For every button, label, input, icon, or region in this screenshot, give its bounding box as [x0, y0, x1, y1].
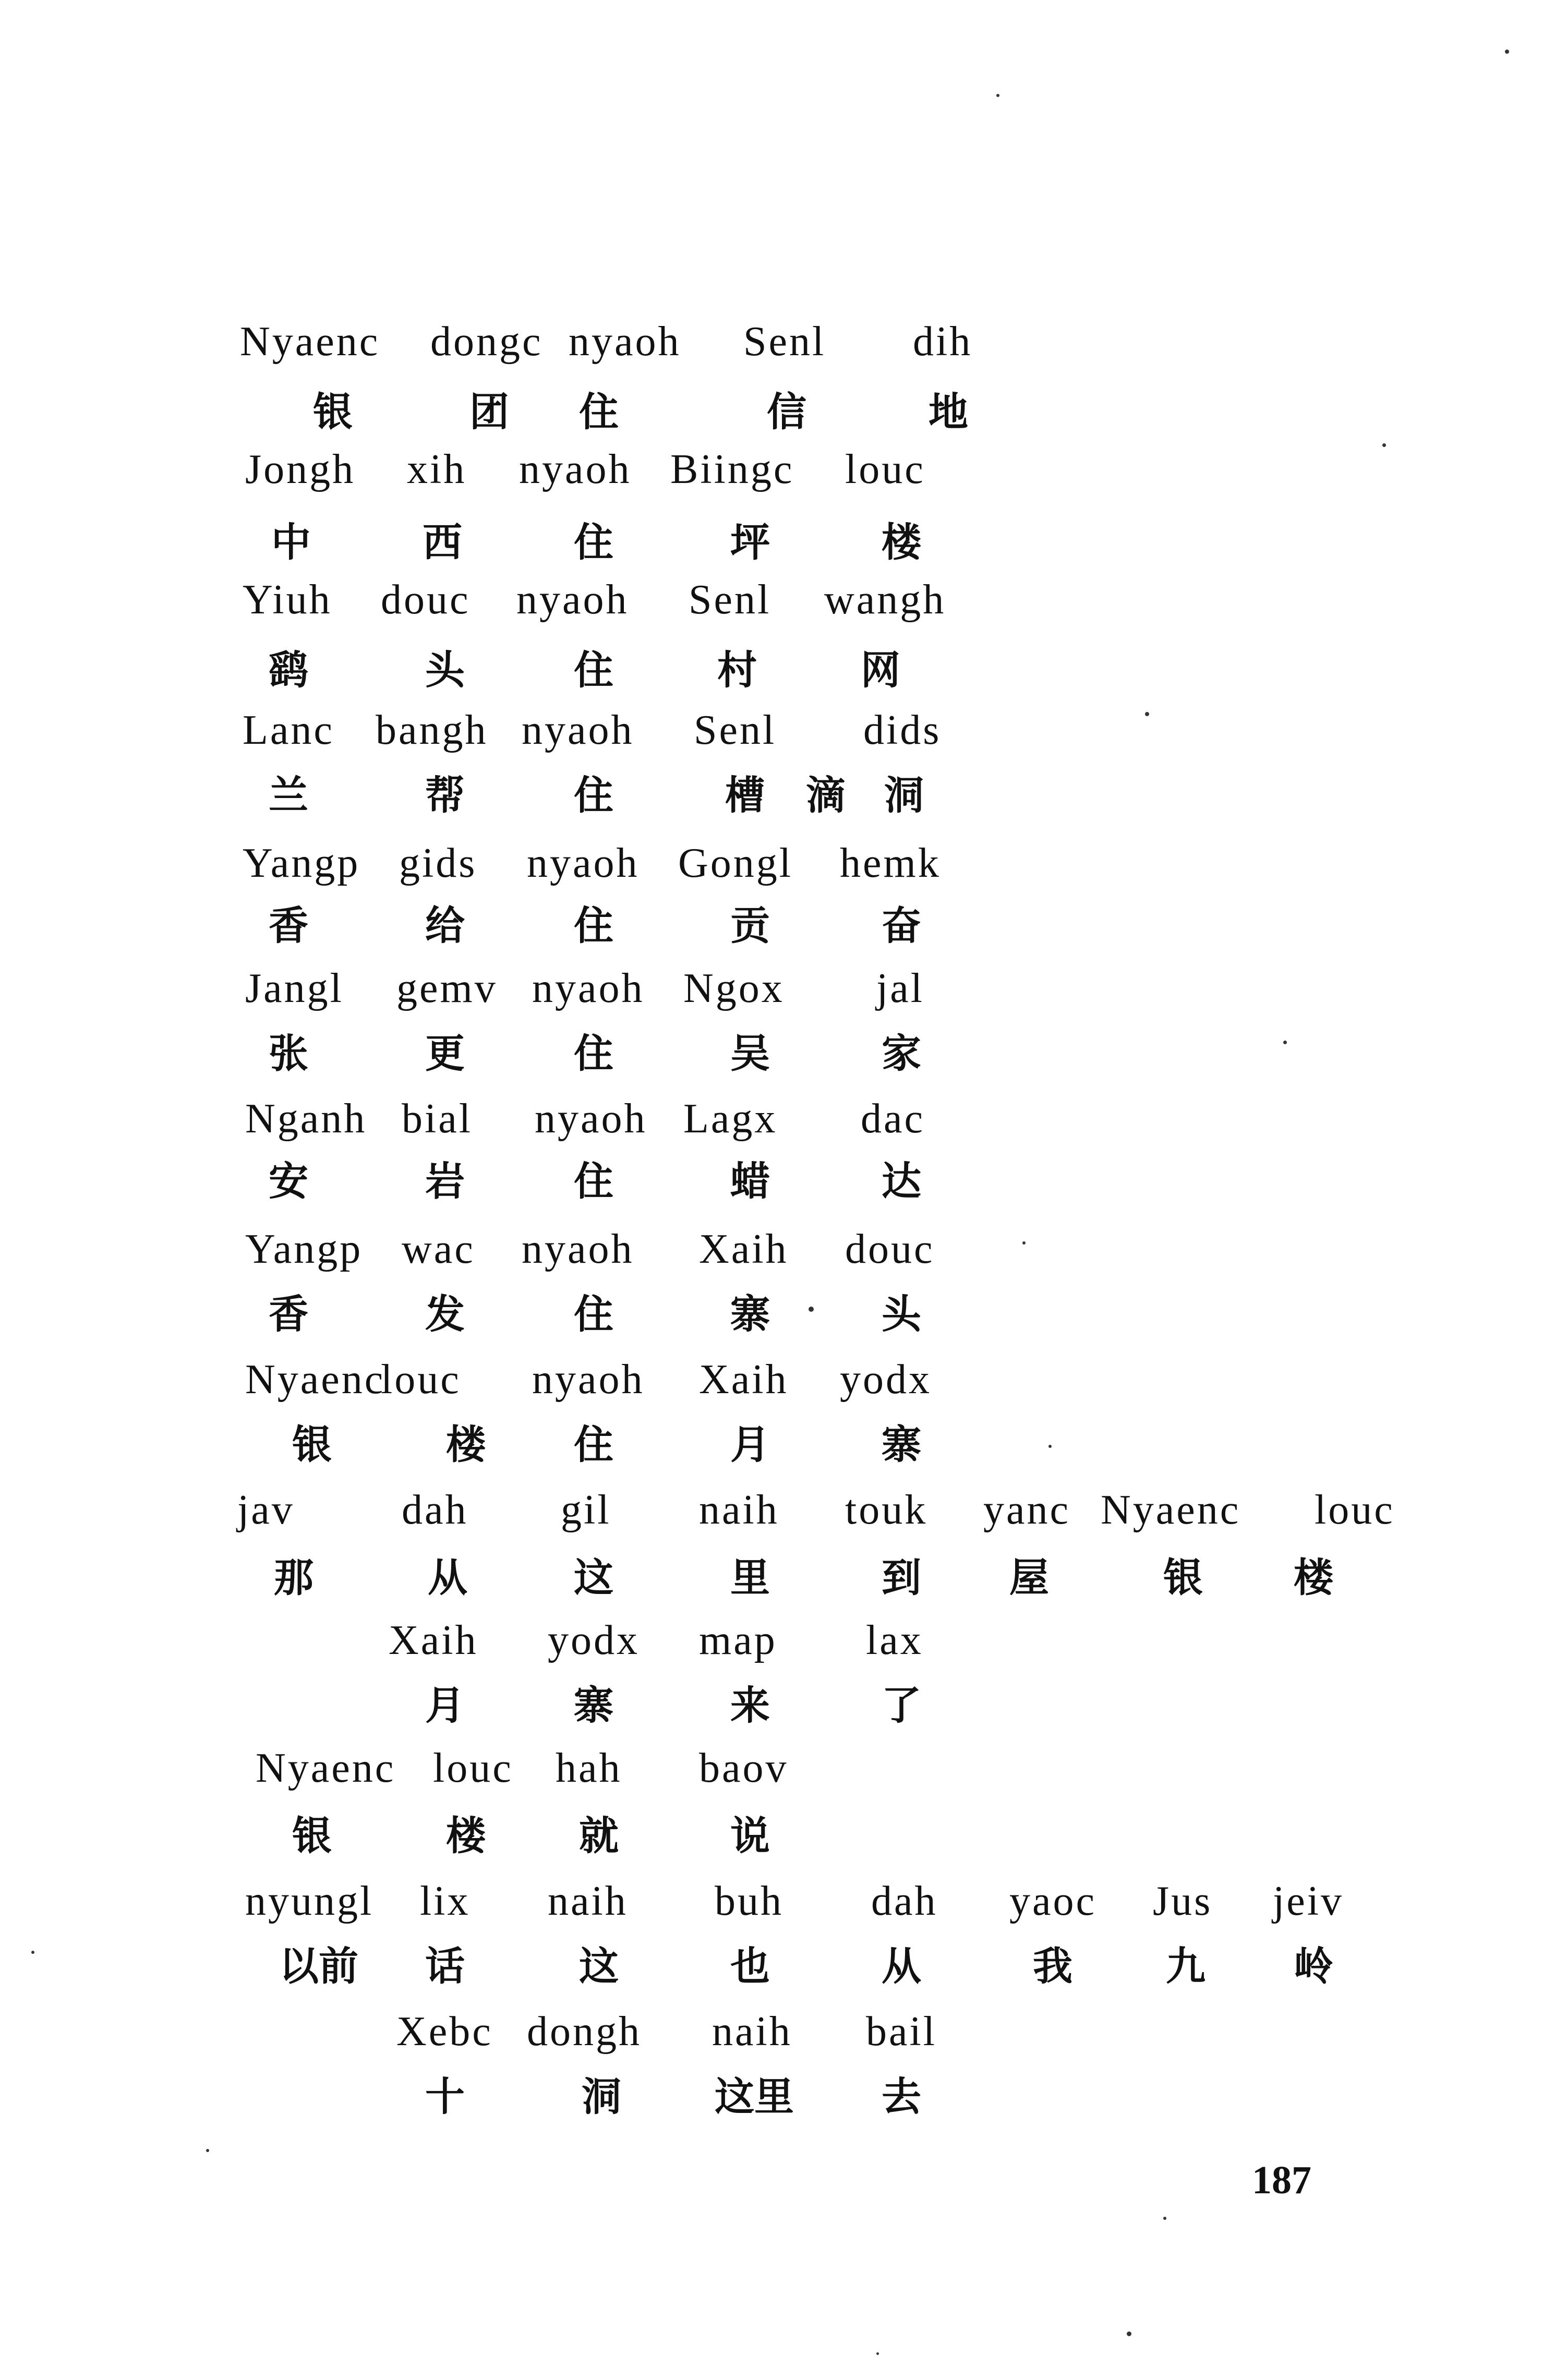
- romanized-word: nyaoh: [569, 319, 681, 365]
- chinese-gloss-word: 住: [574, 772, 613, 818]
- chinese-gloss-word: 岭: [1294, 1943, 1333, 1989]
- chinese-gloss-line: [0, 1020, 1543, 1088]
- romanized-word: Ngox: [683, 965, 785, 1011]
- romanized-word: dih: [913, 319, 973, 365]
- chinese-gloss-word: 信: [767, 389, 806, 435]
- romanized-word: louc: [1315, 1487, 1395, 1533]
- chinese-gloss-word: 网: [861, 647, 900, 693]
- chinese-gloss-word: 村: [717, 647, 757, 693]
- romanized-word: Senl: [689, 577, 772, 623]
- chinese-gloss-word: 寨: [730, 1291, 770, 1337]
- romanized-word: nyaoh: [522, 707, 634, 753]
- romanized-word: Nyaenc: [240, 319, 380, 365]
- romanized-word: douc: [845, 1226, 935, 1272]
- chinese-gloss-word: 银: [292, 1421, 332, 1468]
- chinese-gloss-word: 住: [579, 389, 619, 435]
- chinese-gloss-word: 住: [574, 519, 613, 565]
- romanized-word: naih: [712, 2009, 792, 2055]
- chinese-gloss-word: 银: [292, 1813, 332, 1859]
- scan-speck: [1022, 1241, 1026, 1245]
- chinese-gloss-line: [0, 892, 1543, 960]
- romanized-line: [0, 1998, 1543, 2065]
- romanized-word: Yangp: [243, 840, 360, 886]
- chinese-gloss-word: 楼: [1294, 1554, 1333, 1601]
- romanized-line: [0, 1346, 1543, 1413]
- romanized-word: nyaoh: [527, 840, 640, 886]
- chinese-gloss-word: 话: [425, 1943, 465, 1989]
- chinese-gloss-word: 住: [574, 1421, 613, 1468]
- chinese-gloss-word: 里: [730, 1554, 770, 1601]
- romanized-line: [0, 308, 1543, 376]
- chinese-gloss-line: [0, 1280, 1543, 1348]
- chinese-gloss-word: 说: [730, 1813, 770, 1859]
- romanized-word: wangh: [824, 577, 946, 623]
- chinese-gloss-word: 就: [579, 1813, 619, 1859]
- scan-speck: [1283, 1041, 1287, 1044]
- romanized-word: gids: [399, 840, 477, 886]
- romanized-word: Nyaenc: [1101, 1487, 1241, 1533]
- romanized-word: bangh: [376, 707, 488, 753]
- chinese-gloss-word: 这里: [715, 2073, 794, 2120]
- chinese-gloss-word: 了: [882, 1682, 921, 1729]
- chinese-gloss-word: 住: [574, 1030, 613, 1077]
- chinese-gloss-line: [0, 762, 1543, 829]
- romanized-word: gil: [561, 1487, 611, 1533]
- romanized-line: [0, 829, 1543, 897]
- romanized-line: [0, 436, 1543, 503]
- chinese-gloss-word: 头: [425, 647, 465, 693]
- chinese-gloss-word: 香: [269, 902, 308, 949]
- romanized-word: jal: [876, 965, 924, 1011]
- chinese-gloss-word: 楼: [882, 519, 921, 565]
- romanized-line: [0, 955, 1543, 1022]
- chinese-gloss-word: 寨: [882, 1421, 921, 1468]
- romanized-word: Nganh: [245, 1096, 367, 1142]
- romanized-word: Yangp: [245, 1226, 363, 1272]
- scan-speck: [31, 1951, 34, 1954]
- romanized-word: dongh: [527, 2009, 642, 2055]
- romanized-word: Xaih: [699, 1226, 789, 1272]
- chinese-gloss-word: 月: [425, 1682, 465, 1729]
- chinese-gloss-word: 团: [469, 389, 509, 435]
- romanized-line: [0, 1606, 1543, 1674]
- chinese-gloss-word: 贡: [730, 902, 770, 949]
- romanized-word: naih: [699, 1487, 779, 1533]
- chinese-gloss-word: 洞: [884, 772, 924, 818]
- romanized-word: yaoc: [1009, 1878, 1097, 1924]
- romanized-line: [0, 1867, 1543, 1935]
- chinese-gloss-word: 洞: [582, 2073, 621, 2120]
- romanized-word: louc: [845, 446, 925, 492]
- romanized-word: yodx: [840, 1357, 932, 1403]
- chinese-gloss-line: [0, 1411, 1543, 1479]
- chinese-gloss-word: 张: [269, 1030, 308, 1077]
- scan-speck: [809, 1307, 814, 1312]
- chinese-gloss-word: 从: [882, 1943, 921, 1989]
- chinese-gloss-word: 住: [574, 902, 613, 949]
- romanized-line: [0, 1476, 1543, 1544]
- chinese-gloss-line: [0, 1544, 1543, 1612]
- chinese-gloss-word: 岩: [425, 1158, 465, 1204]
- romanized-line: [0, 566, 1543, 634]
- romanized-word: hah: [556, 1745, 622, 1791]
- chinese-gloss-line: [0, 1672, 1543, 1739]
- romanized-word: Lagx: [683, 1096, 778, 1142]
- romanized-word: yanc: [983, 1487, 1071, 1533]
- chinese-gloss-word: 去: [882, 2073, 921, 2120]
- chinese-gloss-word: 西: [423, 519, 462, 565]
- romanized-word: Lanc: [243, 707, 334, 753]
- chinese-gloss-word: 发: [425, 1291, 465, 1337]
- chinese-gloss-word: 蜡: [730, 1158, 770, 1204]
- chinese-gloss-word: 住: [574, 1158, 613, 1204]
- chinese-gloss-word: 九: [1166, 1943, 1206, 1989]
- chinese-gloss-word: 滴: [806, 772, 846, 818]
- romanized-word: Senl: [694, 707, 777, 753]
- romanized-word: Biingc: [670, 446, 794, 492]
- romanized-word: nyaoh: [516, 577, 629, 623]
- romanized-word: nyungl: [245, 1878, 374, 1924]
- chinese-gloss-word: 鹞: [269, 647, 308, 693]
- romanized-word: Nyaenc: [245, 1357, 385, 1403]
- romanized-line: [0, 1734, 1543, 1802]
- romanized-word: Xebc: [396, 2009, 493, 2055]
- chinese-gloss-word: 吴: [730, 1030, 770, 1077]
- chinese-gloss-word: 给: [425, 902, 465, 949]
- chinese-gloss-line: [0, 1802, 1543, 1870]
- chinese-gloss-word: 住: [574, 647, 613, 693]
- chinese-gloss-word: 家: [882, 1030, 921, 1077]
- chinese-gloss-word: 楼: [446, 1421, 486, 1468]
- scan-speck: [1382, 443, 1386, 447]
- scan-speck: [1145, 712, 1149, 716]
- romanized-word: Jangl: [245, 965, 344, 1011]
- scan-speck: [206, 2149, 209, 2152]
- romanized-line: [0, 1085, 1543, 1153]
- romanized-word: lix: [420, 1878, 471, 1924]
- romanized-word: gemv: [396, 965, 498, 1011]
- romanized-word: louc: [381, 1357, 461, 1403]
- chinese-gloss-word: 以前: [279, 1943, 358, 1989]
- chinese-gloss-word: 达: [882, 1158, 921, 1204]
- romanized-word: nyaoh: [535, 1096, 647, 1142]
- romanized-word: Nyaenc: [256, 1745, 396, 1791]
- chinese-gloss-word: 这: [579, 1943, 619, 1989]
- romanized-word: jeiv: [1273, 1878, 1344, 1924]
- romanized-word: dongc: [430, 319, 543, 365]
- romanized-word: map: [699, 1617, 777, 1663]
- scan-speck: [1505, 50, 1509, 54]
- romanized-word: bail: [866, 2009, 937, 2055]
- romanized-word: nyaoh: [522, 1226, 634, 1272]
- romanized-word: dac: [861, 1096, 925, 1142]
- chinese-gloss-word: 我: [1033, 1943, 1072, 1989]
- chinese-gloss-word: 更: [425, 1030, 465, 1077]
- chinese-gloss-word: 地: [929, 389, 968, 435]
- romanized-word: bial: [402, 1096, 473, 1142]
- chinese-gloss-line: [0, 1147, 1543, 1215]
- chinese-gloss-word: 这: [574, 1554, 613, 1601]
- chinese-gloss-word: 来: [730, 1682, 770, 1729]
- chinese-gloss-word: 银: [1163, 1554, 1203, 1601]
- chinese-gloss-word: 那: [274, 1554, 314, 1601]
- scan-speck: [1127, 2331, 1131, 2336]
- romanized-word: douc: [381, 577, 471, 623]
- chinese-gloss-word: 住: [574, 1291, 613, 1337]
- chinese-gloss-word: 香: [269, 1291, 308, 1337]
- chinese-gloss-word: 月: [730, 1421, 770, 1468]
- romanized-word: yodx: [548, 1617, 640, 1663]
- romanized-word: Xaih: [699, 1357, 789, 1403]
- romanized-word: Gongl: [678, 840, 793, 886]
- chinese-gloss-word: 寨: [574, 1682, 613, 1729]
- chinese-gloss-word: 屋: [1009, 1554, 1049, 1601]
- page-number: 187: [1252, 2158, 1311, 2202]
- romanized-word: naih: [548, 1878, 628, 1924]
- chinese-gloss-word: 奋: [882, 902, 921, 949]
- romanized-line: [0, 696, 1543, 764]
- romanized-word: dah: [402, 1487, 468, 1533]
- chinese-gloss-word: 十: [425, 2073, 465, 2120]
- romanized-word: nyaoh: [532, 965, 645, 1011]
- romanized-word: nyaoh: [519, 446, 632, 492]
- romanized-word: wac: [402, 1226, 475, 1272]
- romanized-word: buh: [715, 1878, 783, 1924]
- chinese-gloss-word: 楼: [446, 1813, 486, 1859]
- chinese-gloss-line: [0, 636, 1543, 704]
- romanized-word: louc: [433, 1745, 513, 1791]
- chinese-gloss-word: 兰: [269, 772, 308, 818]
- romanized-word: lax: [866, 1617, 923, 1663]
- romanized-word: touk: [845, 1487, 928, 1533]
- chinese-gloss-word: 中: [271, 519, 311, 565]
- chinese-gloss-word: 安: [269, 1158, 308, 1204]
- scan-speck: [876, 2352, 879, 2355]
- romanized-word: Senl: [743, 319, 826, 365]
- chinese-gloss-word: 坪: [730, 519, 770, 565]
- chinese-gloss-word: 也: [730, 1943, 770, 1989]
- chinese-gloss-word: 从: [428, 1554, 467, 1601]
- scan-speck: [1163, 2217, 1166, 2220]
- romanized-word: jav: [237, 1487, 295, 1533]
- chinese-gloss-word: 帮: [425, 772, 465, 818]
- romanized-word: dids: [863, 707, 942, 753]
- chinese-gloss-line: [0, 2063, 1543, 2131]
- chinese-gloss-word: 银: [313, 389, 353, 435]
- romanized-word: Xaih: [389, 1617, 478, 1663]
- scan-speck: [1048, 1445, 1052, 1448]
- romanized-word: hemk: [840, 840, 941, 886]
- romanized-word: Yiuh: [243, 577, 332, 623]
- romanized-word: xih: [407, 446, 467, 492]
- romanized-line: [0, 1215, 1543, 1283]
- chinese-gloss-word: 到: [882, 1554, 921, 1601]
- romanized-word: nyaoh: [532, 1357, 645, 1403]
- chinese-gloss-word: 槽: [725, 772, 765, 818]
- romanized-word: Jus: [1153, 1878, 1213, 1924]
- chinese-gloss-line: [0, 1932, 1543, 2000]
- romanized-word: dah: [871, 1878, 938, 1924]
- scan-speck: [996, 94, 999, 97]
- romanized-word: Jongh: [245, 446, 356, 492]
- chinese-gloss-word: 头: [882, 1291, 921, 1337]
- romanized-word: baov: [699, 1745, 789, 1791]
